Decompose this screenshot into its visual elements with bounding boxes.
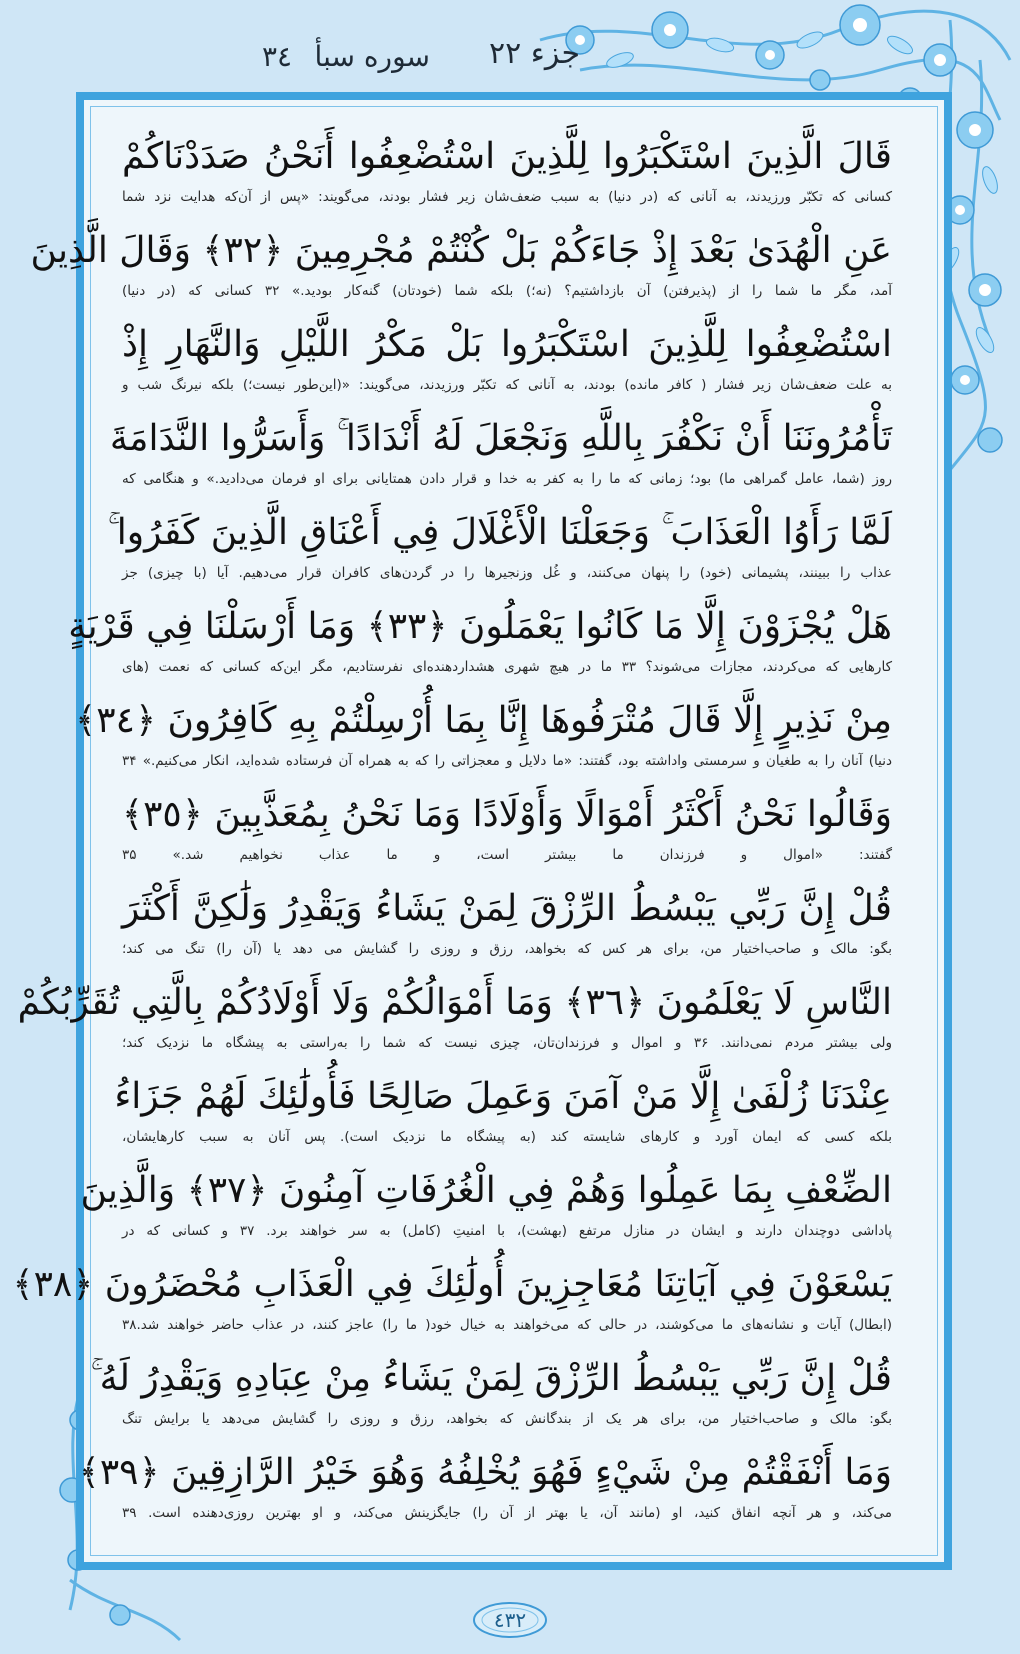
arabic-text: لَمَّا رَأَوُا الْعَذَابَ ۚ وَجَعَلْنَا الْأَغْلَالَ فِي أَعْنَاقِ الَّذِينَ كَفَرُوا ۚ	[107, 512, 892, 553]
surah-number: ۳٤	[262, 40, 293, 73]
verse-line	[90, 1350, 892, 1444]
verse-line	[12, 1256, 892, 1350]
page-header	[0, 36, 1020, 86]
juz-label: جزء ۲۲	[489, 36, 580, 71]
page-number-badge	[470, 1600, 550, 1640]
page-content	[12, 128, 892, 1558]
persian-translation: گفتند: «اموال و فرزندان ما بیشتر است، و ما عذاب نخواهیم شد.» ۳۵	[122, 847, 892, 863]
arabic-text: تَأْمُرُونَنَا أَنْ نَكْفُرَ بِاللَّهِ وَنَجْعَلَ لَهُ أَنْدَادًا ۚ وَأَسَرُّوا النَّدَامَةَ	[109, 418, 892, 459]
persian-translation: عذاب را ببینند، پشیمانی (خود) را پنهان می‌کنند، و غُل وزنجیرها را در گردن‌های کافران قرار می‌دهیم. آیا (با چیزی) جز	[122, 565, 892, 581]
arabic-text: قُلْ إِنَّ رَبِّي يَبْسُطُ الرِّزْقَ لِمَنْ يَشَاءُ وَيَقْدِرُ وَلَٰكِنَّ أَكْثَرَ	[122, 888, 892, 929]
verse-line	[109, 410, 892, 504]
page-number: ٤٣٢	[493, 1608, 527, 1632]
verse-line	[68, 598, 892, 692]
persian-translation: کسانی که تکبّر ورزیدند، به آنانی که (در دنیا) به سبب ضعف‌شان زیر فشار بودند، می‌گویند: «پس از آن‌که هدایت نزد شما	[122, 189, 892, 205]
persian-translation: پاداشی دوچندان دارند و ایشان در منازل مرتفع (بهشت)، با امنیتِ (کامل) به سر خواهند برد. ۳۷ و کسانی که در	[122, 1223, 892, 1239]
persian-translation: بگو: مالک و صاحب‌اختیار من، برای هر کس که بخواهد، رزق و روزی را گشایش می دهد یا (آن را) تنگ می کند؛	[122, 941, 892, 957]
verse-line	[107, 504, 892, 598]
surah-label: سوره سبأ	[314, 40, 430, 73]
arabic-text: يَسْعَوْنَ فِي آيَاتِنَا مُعَاجِزِينَ أُولَٰئِكَ فِي الْعَذَابِ مُحْضَرُونَ ﴿٣٨﴾	[12, 1264, 892, 1305]
verse-line	[80, 1162, 892, 1256]
arabic-text: وَقَالُوا نَحْنُ أَكْثَرُ أَمْوَالًا وَأَوْلَادًا وَمَا نَحْنُ بِمُعَذَّبِينَ ﴿٣٥﴾	[122, 794, 892, 835]
arabic-text: اسْتُضْعِفُوا لِلَّذِينَ اسْتَكْبَرُوا بَلْ مَكْرُ اللَّيْلِ وَالنَّهَارِ إِذْ	[122, 324, 892, 365]
arabic-text: عَنِ الْهُدَىٰ بَعْدَ إِذْ جَاءَكُمْ بَلْ كُنْتُمْ مُجْرِمِينَ ﴿٣٢﴾ وَقَالَ الَّذِينَ	[30, 230, 892, 271]
arabic-text: هَلْ يُجْزَوْنَ إِلَّا مَا كَانُوا يَعْمَلُونَ ﴿٣٣﴾ وَمَا أَرْسَلْنَا فِي قَرْيَةٍ	[68, 606, 892, 647]
verse-line	[75, 692, 892, 786]
persian-translation: به علت ضعف‌شان زیر فشار ( کافر مانده) بودند، به آنانی که تکبّر ورزیدند، می‌گویند: «(این‌طور نیست؛) بلکه نیرنگ شب و	[122, 377, 892, 393]
arabic-text: وَمَا أَنْفَقْتُمْ مِنْ شَيْءٍ فَهُوَ يُخْلِفُهُ وَهُوَ خَيْرُ الرَّازِقِينَ ﴿٣٩﴾	[78, 1452, 892, 1493]
persian-translation: می‌کند، و هر آنچه انفاق کنید، او (مانند آن، یا بهتر از آن را) جایگزینش می‌کند، و او بهترین روزی‌دهنده است. ۳۹	[122, 1505, 892, 1521]
persian-translation: دنیا) آنان را به طغیان و سرمستی واداشته بود، گفتند: «ما دلایل و معجزاتی را که به همراه آن فرستاده شده‌اید، انکار می‌کنیم.» ۳۴	[122, 753, 892, 769]
arabic-text: عِنْدَنَا زُلْفَىٰ إِلَّا مَنْ آمَنَ وَعَمِلَ صَالِحًا فَأُولَٰئِكَ لَهُمْ جَزَاءُ	[114, 1076, 892, 1117]
arabic-text: قُلْ إِنَّ رَبِّي يَبْسُطُ الرِّزْقَ لِمَنْ يَشَاءُ مِنْ عِبَادِهِ وَيَقْدِرُ لَهُ ۚ	[90, 1358, 892, 1399]
verse-line	[122, 128, 892, 222]
arabic-text: مِنْ نَذِيرٍ إِلَّا قَالَ مُتْرَفُوهَا إِنَّا بِمَا أُرْسِلْتُمْ بِهِ كَافِرُونَ ﴿٣٤﴾	[75, 700, 892, 741]
persian-translation: ولی بیشتر مردم نمی‌دانند. ۳۶ و اموال و فرزندان‌تان، چیزی نیست که شما را به‌راستی به پیشگاه ما نزدیک کند؛	[122, 1035, 892, 1051]
persian-translation: روز (شما، عامل گمراهی ما) بود؛ زمانی که ما را به کفر به خدا و قرار دادن همتایانی برای او فرمان می‌دادید.» و هنگامی که	[122, 471, 892, 487]
verse-line	[122, 786, 892, 880]
verse-line	[122, 316, 892, 410]
persian-translation: آمد، مگر ما شما را از (پذیرفتن) آن بازداشتیم؟ (نه؛) بلکه شما (خودتان) گنه‌کار بودید.» ۳۲ کسانی که (در دنیا)	[122, 283, 892, 299]
verse-line	[114, 1068, 892, 1162]
persian-translation: بلکه کسی که ایمان آورد و کارهای شایسته کند (به پیشگاه ما نزدیک است). پس آنان به سبب کارهایشان،	[122, 1129, 892, 1145]
persian-translation: (ابطال) آیات و نشانه‌های ما می‌کوشند، در حالی که می‌خواهند به خیال خود( ما را) عاجز کنند، در عذاب حاضر خواهند شد.۳۸	[122, 1317, 892, 1333]
verse-line	[17, 974, 892, 1068]
persian-translation: بگو: مالک و صاحب‌اختیار من، برای هر یک از بندگانش که بخواهد، رزق و روزی را گشایش می‌دهد یا برایش تنگ	[122, 1411, 892, 1427]
verse-line	[78, 1444, 892, 1538]
arabic-text: قَالَ الَّذِينَ اسْتَكْبَرُوا لِلَّذِينَ اسْتُضْعِفُوا أَنَحْنُ صَدَدْنَاكُمْ	[122, 136, 892, 177]
persian-translation: کارهایی که می‌کردند، مجازات می‌شوند؟ ۳۳ ما در هیچ شهری هشداردهنده‌ای نفرستادیم، مگر این‌که کسانی که نعمت (های	[122, 659, 892, 675]
arabic-text: النَّاسِ لَا يَعْلَمُونَ ﴿٣٦﴾ وَمَا أَمْوَالُكُمْ وَلَا أَوْلَادُكُمْ بِالَّتِي تُقَرِّبُكُمْ	[17, 982, 892, 1023]
arabic-text: الضِّعْفِ بِمَا عَمِلُوا وَهُمْ فِي الْغُرُفَاتِ آمِنُونَ ﴿٣٧﴾ وَالَّذِينَ	[80, 1170, 892, 1211]
verse-line	[122, 880, 892, 974]
verse-line	[30, 222, 892, 316]
